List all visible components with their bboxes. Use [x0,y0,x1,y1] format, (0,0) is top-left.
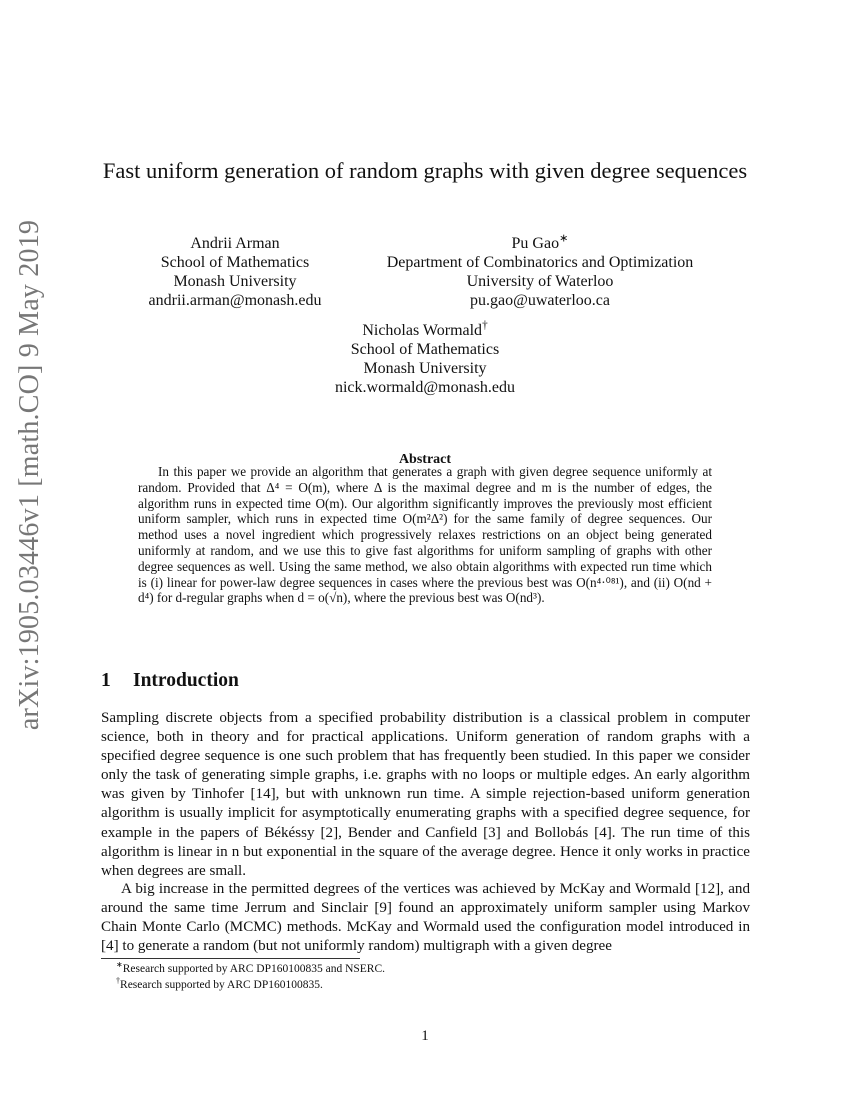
arxiv-stamp-text: arXiv:1905.03446v1 [math.CO] 9 May 2019 [14,219,45,731]
footnote-divider [101,958,360,959]
paper-title: Fast uniform generation of random graphs with given degree sequences [102,158,748,183]
author-block [360,234,720,310]
author-affiliation: School of Mathematics [160,254,310,271]
footnote: †Research supported by ARC DP160100835. [116,976,323,991]
author-affiliation: School of Mathematics [350,341,500,358]
footnote: ∗Research supported by ARC DP160100835 and NSERC. [116,960,386,975]
author-email: nick.wormald@monash.edu [334,379,516,396]
author-affiliation: University of Waterloo [466,273,614,290]
author-block [320,321,530,397]
author-block [130,234,340,310]
body-paragraph: Sampling discrete objects from a specified probability distribution is a classical problem in computer science, both in theory and for practical applications. Uniform generation of random graphs with a specified degree sequence is one such problem that has frequently been studied. In this paper we consider only the task of generating simple graphs, i.e. graphs with no loops or multiple edges. An early algorithm was given by Tinhofer [14], but with unknown run time. A simple rejection-based uniform generation algorithm is usually implicit for asymptotically enumerating graphs with a specified degree sequence, for example in the papers of Békéssy [2], Bender and Canfield [3] and Bollobás [4]. The run time of this algorithm is linear in n but exponential in the square of the average degree. Hence it only works in practice when degrees are small. [101,710,750,879]
abstract-heading: Abstract [398,452,452,467]
arxiv-stamp [8,219,52,731]
author-affiliation: Monash University [173,273,297,290]
author-name: Nicholas Wormald† [362,319,488,339]
author-email: andrii.arman@monash.edu [148,292,322,309]
author-affiliation: Monash University [363,360,487,377]
author-email: pu.gao@uwaterloo.ca [469,292,610,309]
author-name: Andrii Arman [190,235,280,252]
abstract-text: In this paper we provide an algorithm that generates a graph with given degree sequence uniformly at random. Provided that Δ⁴ = O(m), where Δ is the maximal degree and m is the number of edges, the algorithm runs in expected time O(m). Our algorithm significantly improves the previously most efficient uniform sampler, which runs in expected time O(m²Δ²) for the same family of degree sequences. Our method uses a novel ingredient which progressively relaxes restrictions on an object being generated uniformly at random, and we use this to give fast algorithms for uniform sampling of graphs with other degree sequences as well. Using the same method, we also obtain algorithms with expected run time which is (i) linear for power-law degree sequences in cases where the previous best was O(n⁴·⁰⁸¹), and (ii) O(nd + d⁴) for d-regular graphs when d = o(√n), where the previous best was O(nd³). [138,464,712,606]
body-paragraph: A big increase in the permitted degrees of the vertices was achieved by McKay and Wormald [12], and around the same time Jerrum and Sinclair [9] found an approximately uniform sampler using Markov Chain Monte Carlo (MCMC) methods. McKay and Wormald used the configuration model introduced in [4] to generate a random (but not uniformly random) multigraph with a given degree [101,881,750,955]
author-name: Pu Gao∗ [511,232,569,252]
page-number: 1 [421,1028,429,1044]
author-affiliation: Department of Combinatorics and Optimization [386,254,694,271]
section-title: Introduction [133,670,239,691]
section-heading [101,670,239,692]
section-number: 1 [101,670,111,691]
